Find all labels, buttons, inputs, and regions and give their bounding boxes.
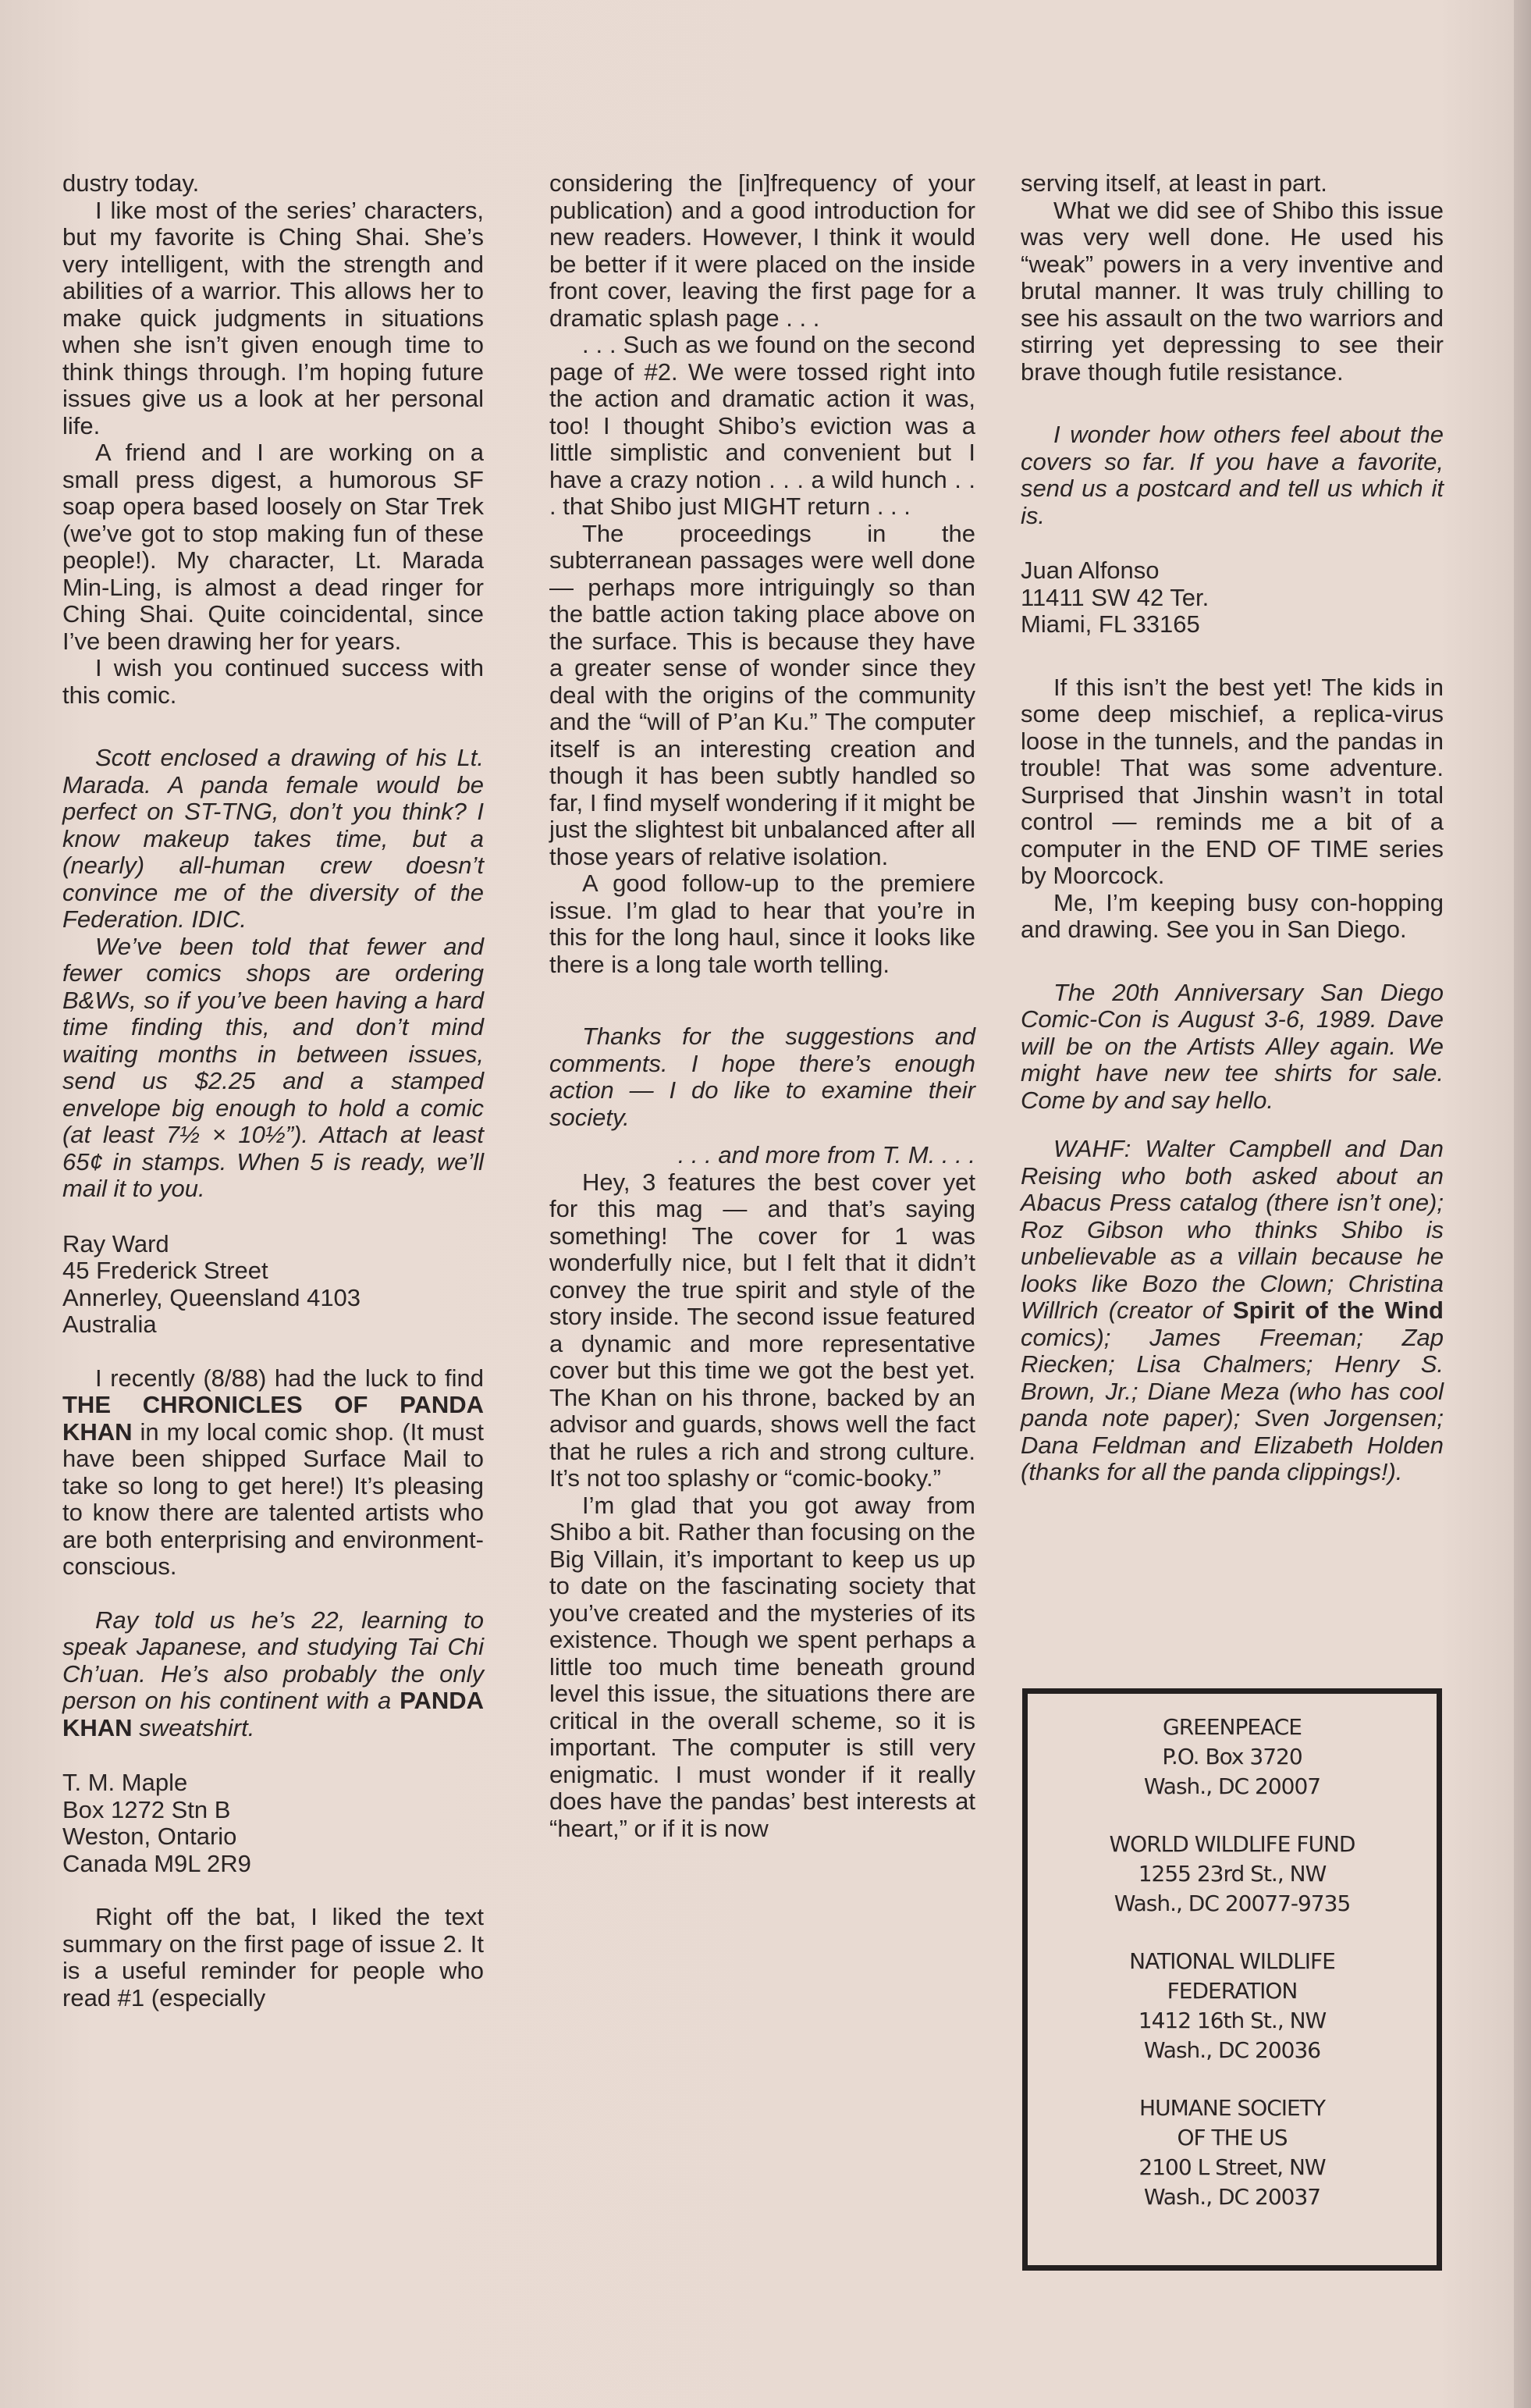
org-greenpeace: GREENPEACE P.O. Box 3720 Wash., DC 20007 xyxy=(1143,1714,1321,1799)
org-humane-society: HUMANE SOCIETY OF THE US 2100 L Street, NW Wash., DC 20037 xyxy=(1138,2095,1326,2210)
letter-paragraph: I recently (8/88) had the luck to find THE CHRONICLES OF PANDA KHAN in my local comic shop. (It must have been shipped Surface Mail to take so long to get here!) It’s pleasing to know there are talented artists who are both enterprising and environment-conscious. xyxy=(62,1364,484,1580)
letter-paragraph: A friend and I are working on a small press digest, a humorous SF soap opera based loosely on Star Trek (we’ve got to stop making fun of these people!). My character, Lt. Marada Min-Ling, is almost a dead ringer for Ching Shai. Quite coincidental, since I’ve been drawing her for years. xyxy=(62,439,484,655)
letter-paragraph: . . . Such as we found on the second page of #2. We were tossed right into the action and dramatic action it was, too! I thought Shibo’s eviction was a little simplistic and convenient but I have a crazy notion . . . a wild hunch . . . that Shibo just MIGHT return . . . xyxy=(549,331,975,520)
letter-paragraph: I like most of the series’ characters, but my favorite is Ching Shai. She’s very intelligent, with the strength and abilities of a warrior. This allows her to make quick judgments in situations when she isn’t given enough time to think things through. I’m hoping future issues give us a look at her personal life. xyxy=(62,196,484,439)
editor-reply: Thanks for the suggestions and comments. I hope there’s enough action — I do like to examine their society. xyxy=(549,1023,975,1131)
letter-paragraph: Right off the bat, I liked the text summary on the first page of issue 2. It is a useful reminder for people who read #1 (especially xyxy=(62,1903,484,2011)
editor-reply: Ray told us he’s 22, learning to speak Japanese, and studying Tai Chi Ch’uan. He’s also probably the only person on his continent with a PANDA KHAN sweatshirt. xyxy=(62,1606,484,1741)
signature-address-ray-ward xyxy=(62,1231,484,1339)
wahf-list: WAHF: Walter Campbell and Dan Reising who both asked about an Abacus Press catalog (there isn’t one); Roz Gibson who thinks Shibo is unbelievable as a villain because he looks like Bozo the Clown; Christina Willrich (creator of Spirit of the Wind comics); James Freeman; Zap Riecken; Lisa Chalmers; Henry S. Brown, Jr.; Diane Meza (who has cool panda note paper); Sven Jorgensen; Dana Feldman and Elizabeth Holden (thanks for all the panda clippings!). xyxy=(1021,1135,1444,1485)
letter-paragraph: Me, I’m keeping busy con-hopping and drawing. See you in San Diego. xyxy=(1021,888,1444,943)
letter-paragraph: considering the [in]frequency of your publication) and a good introduction for new readers. However, I think it would be better if it were placed on the inside front cover, leaving the first page for a dramatic splash page . . . xyxy=(549,169,975,332)
editor-reply: Scott enclosed a drawing of his Lt. Marada. A panda female would be perfect on ST-TNG, don’t you think? I know makeup takes time, but a (nearly) all-human crew doesn’t convince me of the diversity of the Federation. IDIC. xyxy=(62,744,484,933)
address-line: Canada M9L 2R9 xyxy=(62,1849,251,1877)
address-line: Australia xyxy=(62,1311,157,1338)
letter-paragraph: dustry today. xyxy=(62,169,200,197)
column-1 xyxy=(62,170,484,2011)
address-line: Juan Alfonso xyxy=(1021,557,1160,584)
signature-address-tm-maple xyxy=(62,1770,484,1877)
editor-reply: The 20th Anniversary San Diego Comic-Con is August 3-6, 1989. Dave will be on the Artists Alley again. We might have new tee shirts for sale. Come by and say hello. xyxy=(1021,978,1444,1114)
column-2 xyxy=(549,170,975,1842)
letter-paragraph: serving itself, at least in part. xyxy=(1021,169,1327,197)
address-line: Box 1272 Stn B xyxy=(62,1795,231,1823)
signature-address-juan-alfonso xyxy=(1021,557,1444,638)
address-line: Miami, FL 33165 xyxy=(1021,610,1200,638)
organizations-box xyxy=(1022,1688,1442,2271)
address-line: T. M. Maple xyxy=(62,1769,188,1796)
letter-paragraph: I’m glad that you got away from Shibo a bit. Rather than focusing on the Big Villain, it’s important to keep us up to date on the fascinating society that you’ve created and the mysteries of its existence. Though we spent perhaps a little too much time beneath ground level this issue, the situations there are critical in the overall scheme, so it is important. The computer is still very enigmatic. I must wonder if it really does have the pandas’ best interests at “heart,” or if it is now xyxy=(549,1491,975,1842)
org-national-wildlife-federation: NATIONAL WILDLIFE FEDERATION 1412 16th St., NW Wash., DC 20036 xyxy=(1129,1948,1335,2063)
org-world-wildlife-fund: WORLD WILDLIFE FUND 1255 23rd St., NW Wash., DC 20077-9735 xyxy=(1109,1831,1355,1916)
address-line: Ray Ward xyxy=(62,1229,169,1257)
address-line: Annerley, Queensland 4103 xyxy=(62,1283,361,1311)
title-bold: THE CHRONICLES OF PANDA KHAN xyxy=(62,1391,484,1446)
letter-paragraph: What we did see of Shibo this issue was very well done. He used his “weak” powers in a very inventive and brutal manner. It was truly chilling to see his assault on the two warriors and stirring yet depressing to see their brave though futile resistance. xyxy=(1021,196,1444,386)
title-bold: Spirit of the Wind xyxy=(1232,1296,1444,1324)
column-3 xyxy=(1021,170,1444,1486)
address-line: 45 Frederick Street xyxy=(62,1257,268,1284)
section-subhead: . . . and more from T. M. . . . xyxy=(677,1141,975,1168)
title-bold: PANDA KHAN xyxy=(62,1687,484,1741)
letter-paragraph: I wish you continued success with this comic. xyxy=(62,654,484,709)
address-line: Weston, Ontario xyxy=(62,1823,237,1850)
letter-paragraph: The proceedings in the subterranean passages were well done — perhaps more intriguingly so than the battle action taking place above on the surface. This is because they have a greater sense of wonder since they deal with the origins of the community and the “will of P’an Ku.” The computer itself is an interesting creation and though it has been subtly handled so far, I find myself wondering if it might be just the slightest bit unbalanced after all those years of relative isolation. xyxy=(549,519,975,870)
letter-paragraph: Hey, 3 features the best cover yet for this mag — and that’s saying something! The cover for 1 was wonderfully nice, but I felt that it didn’t convey the true spirit and style of the story inside. The second issue featured a dynamic and more representative cover but this time we got the best yet. The Khan on his throne, backed by an advisor and guards, shows well the fact that he rules a rich and strong culture. It’s not too splashy or “comic-booky.” xyxy=(549,1168,975,1492)
page-spine-edge xyxy=(1514,0,1531,2408)
letter-paragraph: A good follow-up to the premiere issue. I’m glad to hear that you’re in this for the long haul, since it looks like there is a long tale worth telling. xyxy=(549,870,975,978)
editor-reply: We’ve been told that fewer and fewer comics shops are ordering B&Ws, so if you’ve been having a hard time finding this, and don’t mind waiting months in between issues, send us $2.25 and a stamped envelope big enough to hold a comic (at least 7½ × 10½”). Attach at least 65¢ in stamps. When 5 is ready, we’ll mail it to you. xyxy=(62,932,484,1202)
address-line: 11411 SW 42 Ter. xyxy=(1021,583,1210,611)
letter-paragraph: If this isn’t the best yet! The kids in some deep mischief, a replica-virus loose in the tunnels, and the pandas in trouble! That was some adventure. Surprised that Jinshin wasn’t in total control — reminds me a bit of a computer in the END OF TIME series by Moorcock. xyxy=(1021,673,1444,889)
editor-reply: I wonder how others feel about the covers so far. If you have a favorite, send us a postcard and tell us which it is. xyxy=(1021,421,1444,529)
